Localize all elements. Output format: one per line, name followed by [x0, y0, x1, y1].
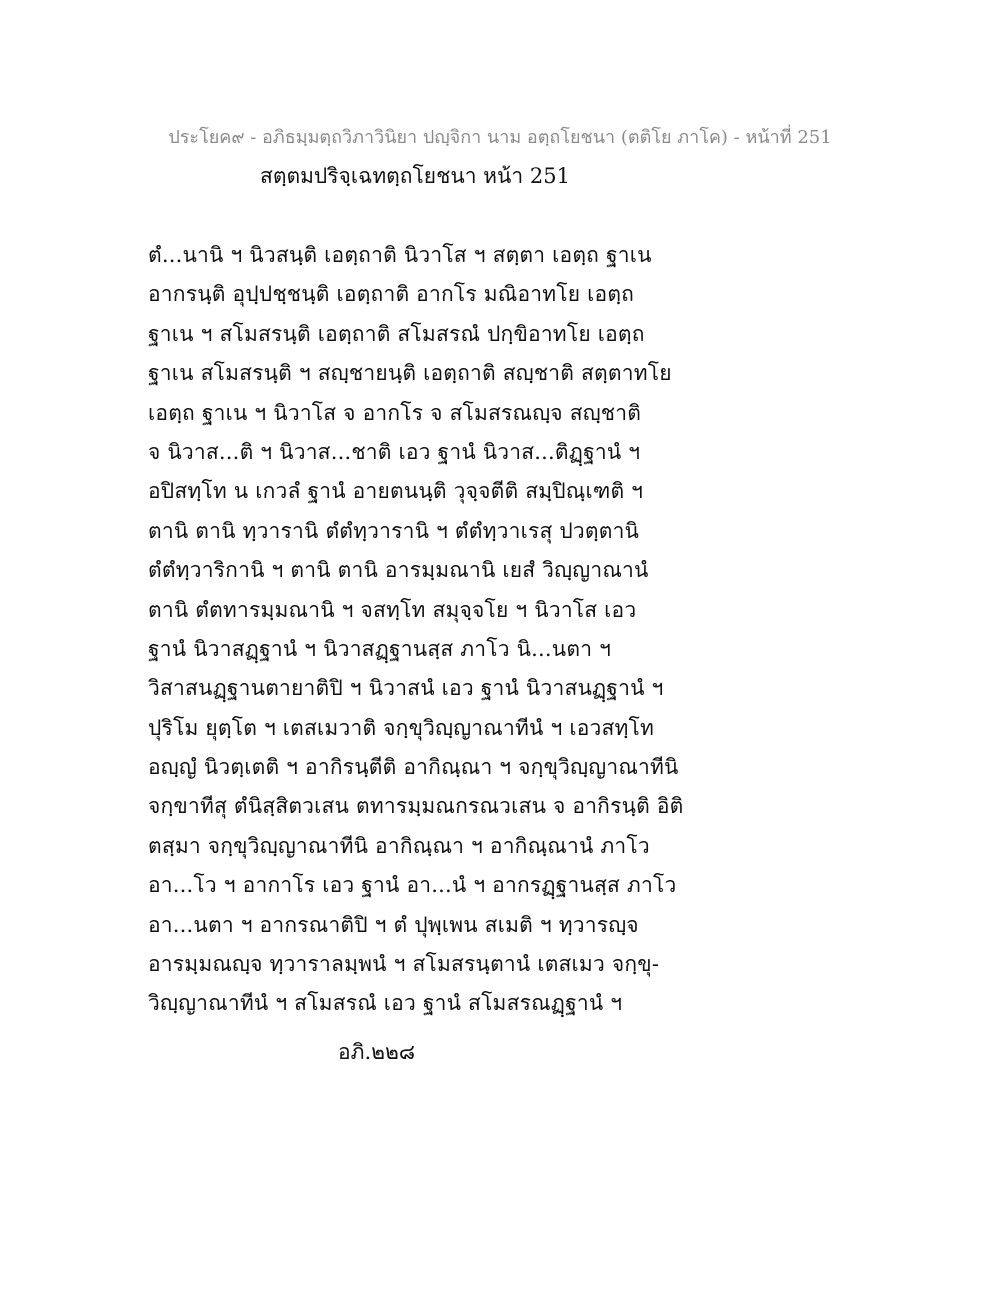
text-line: ปุริโม ยุตฺโต ฯ เตสเมวาติ จกฺขุวิญฺญาณาทีนํ ฯ เอวสทฺโท: [148, 715, 655, 740]
text-line: เอตฺถ ฐาเน ฯ นิวาโส จ อากโร จ สโมสรณญฺจ สญฺชาติ: [148, 400, 642, 425]
text-line: ฐาเน ฯ สโมสรนฺติ เอตฺถาติ สโมสรณํ ปกฺขิอาทโย เอตฺถ: [148, 321, 645, 346]
text-line: อา...นตา ฯ อากรณาติปิ ฯ ตํ ปุพฺเพน สเมติ ฯ ทฺวารญฺจ: [148, 912, 639, 937]
text-line: ฐาเน สโมสรนฺติ ฯ สญฺชายนฺติ เอตฺถาติ สญฺชาติ สตฺตาทโย: [148, 361, 672, 386]
text-line: ตํตํทฺวาริกานิ ฯ ตานิ ตานิ อารมฺมณานิ เยสํ วิญฺญาณานํ: [148, 558, 649, 583]
text-line: ตํ...นานิ ฯ นิวสนฺติ เอตฺถาติ นิวาโส ฯ สตฺตา เอตฺถ ฐาเน: [148, 243, 652, 267]
text-line: จ นิวาส...ติ ฯ นิวาส...ชาติ เอว ฐานํ นิวาส...ติฏฺฐานํ ฯ: [148, 439, 641, 464]
section-title: สตฺตมปริจฺเฉทตฺถโยชนา หน้า 251: [260, 164, 570, 188]
text-line: อา...โว ฯ อากาโร เอว ฐานํ อา...นํ ฯ อากรฏฺฐานสฺส ภาโว: [148, 873, 677, 898]
text-line: ตานิ ตานิ ทฺวารานิ ตํตํทฺวารานิ ฯ ตํตํทฺวาเรสุ ปวตฺตานิ: [148, 518, 640, 543]
text-line: ตานิ ตํตทารมฺมณานิ ฯ จสทฺโท สมุจฺจโย ฯ นิวาโส เอว: [148, 597, 637, 622]
text-line: อากรนฺติ อุปฺปชฺชนฺติ เอตฺถาติ อากโร มณิอาทโย เอตฺถ: [148, 282, 635, 307]
running-header: ประโยค๙ - อภิธมฺมตฺถวิภาวินิยา ปญฺจิกา นาม อตฺถโยชนา (ตติโย ภาโค) - หน้าที่ 251: [168, 127, 832, 148]
text-line: วิสาสนฏฺฐานตายาติปิ ฯ นิวาสนํ เอว ฐานํ นิวาสนฏฺฐานํ ฯ: [148, 676, 664, 701]
text-line: อปิสทฺโท น เกวลํ ฐานํ อายตนนฺติ วุจฺจตีติ สมฺปิณฺเฑติ ฯ: [148, 479, 644, 504]
text-line: อารมฺมณญฺจ ทฺวาราลมฺพนํ ฯ สโมสรนฺตานํ เตสเมว จกฺขุ-: [148, 952, 660, 977]
text-line: ฐานํ นิวาสฏฺฐานํ ฯ นิวาสฏฺฐานสฺส ภาโว นิ...นตา ฯ: [148, 636, 612, 661]
text-line: อญฺญํ นิวตฺเตติ ฯ อากิรนฺตีติ อากิณฺณา ฯ จกฺขุวิญฺญาณาทีนิ: [148, 755, 679, 780]
text-line: วิญฺญาณาทีนํ ฯ สโมสรณํ เอว ฐานํ สโมสรณฏฺฐานํ ฯ: [148, 991, 623, 1016]
text-line: จกฺขาทีสุ ตํนิสฺสิตวเสน ตทารมฺมณกรณวเสน จ อากิรนฺติ อิติ: [148, 794, 684, 819]
text-line: ตสฺมา จกฺขุวิญฺญาณาทีนิ อากิณฺณา ฯ อากิณฺณานํ ภาโว: [148, 833, 650, 858]
page-reference: อภิ.๒๒๘: [338, 1040, 416, 1064]
body-text: [148, 236, 848, 1024]
